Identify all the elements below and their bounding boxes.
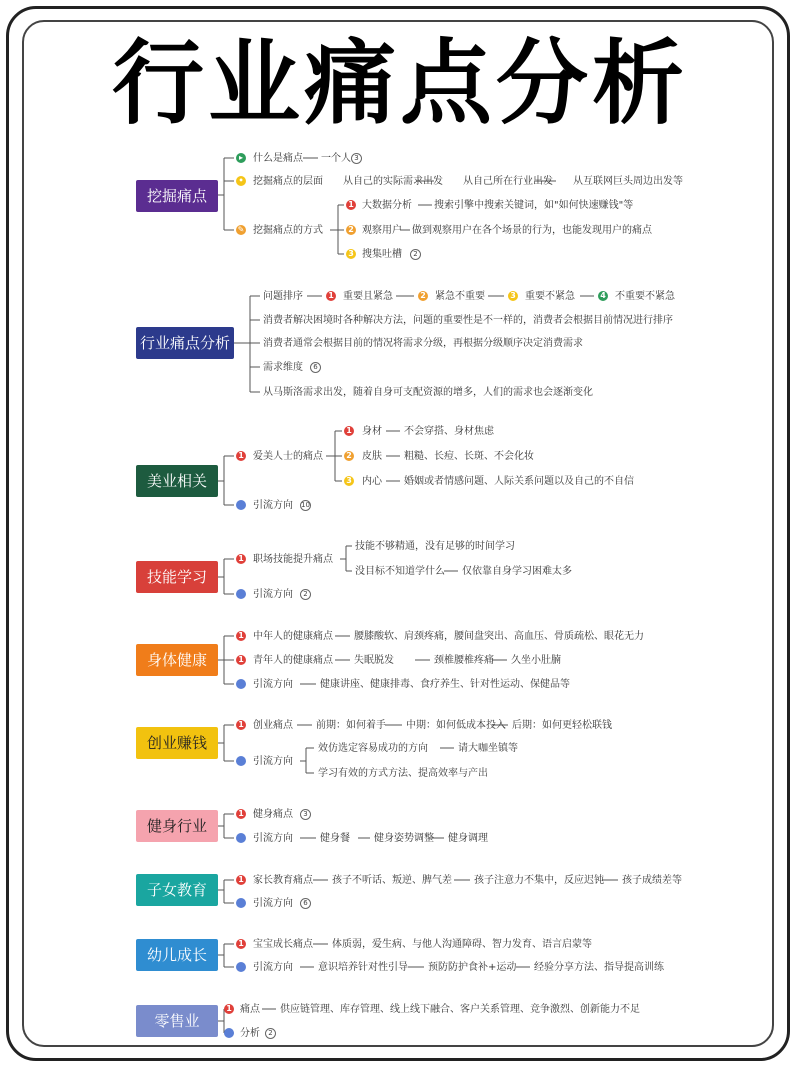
node-text: 颈椎腰椎疼痛 bbox=[434, 655, 494, 666]
node-text: 孩子成绩差等 bbox=[622, 875, 682, 886]
node-text: 创业痛点 bbox=[253, 720, 293, 731]
node-text: 重要不紧急 bbox=[525, 291, 575, 302]
node-text: 引流方向 bbox=[253, 500, 293, 511]
node-text: 痛点 bbox=[240, 1004, 260, 1015]
category-label: 挖掘痛点 bbox=[146, 187, 207, 205]
flag-icon: ▸ bbox=[236, 153, 246, 163]
node-text: 职场技能提升痛点 bbox=[253, 554, 333, 565]
node-text: 重要且紧急 bbox=[343, 291, 393, 302]
category-child-growth bbox=[136, 939, 218, 971]
node-text: 搜索引擎中搜索关键词，如"如何快速赚钱"等 bbox=[434, 200, 634, 211]
count-badge[interactable]: 3 bbox=[300, 809, 311, 820]
node-text: 大数据分析 bbox=[362, 200, 412, 211]
priority-1-icon: 1 bbox=[236, 631, 246, 641]
node-text: 粗糙、长痘、长斑、不会化妆 bbox=[404, 451, 534, 462]
priority-1-icon: 1 bbox=[326, 291, 336, 301]
node-text: 供应链管理、库存管理、线上线下融合、客户关系管理、竞争激烈、创新能力不足 bbox=[280, 1004, 640, 1015]
category-label: 子女教育 bbox=[146, 881, 207, 899]
node-text: 前期：如何着手 bbox=[316, 720, 386, 731]
priority-1-icon: 1 bbox=[236, 809, 246, 819]
priority-1-icon: 1 bbox=[236, 655, 246, 665]
category-label: 身体健康 bbox=[146, 651, 207, 669]
node-text: 宝宝成长痛点 bbox=[253, 939, 313, 950]
node-text: 消费者通常会根据目前的情况将需求分级，再根据分级顺序决定消费需求 bbox=[263, 338, 583, 349]
priority-1-icon: 1 bbox=[236, 720, 246, 730]
priority-2-icon: 2 bbox=[418, 291, 428, 301]
node-text: 孩子注意力不集中，反应迟钝 bbox=[474, 875, 604, 886]
priority-3-icon: 3 bbox=[344, 476, 354, 486]
bullet-icon bbox=[236, 500, 246, 510]
node-text: 一个人 bbox=[321, 153, 351, 164]
node-text: 婚姻或者情感问题、人际关系问题以及自己的不自信 bbox=[404, 476, 634, 487]
count-badge[interactable]: 6 bbox=[300, 898, 311, 909]
node-text: 引流方向 bbox=[253, 898, 293, 909]
node-text: 腰膝酸软、肩颈疼痛，腰间盘突出、高血压、骨质疏松、眼花无力 bbox=[354, 631, 644, 642]
node-text: 仅依靠自身学习困难太多 bbox=[462, 566, 572, 577]
node-text: 中年人的健康痛点 bbox=[253, 631, 333, 642]
node-text: 技能不够精通，没有足够的时间学习 bbox=[355, 541, 515, 552]
node-text: 学习有效的方式方法、提高效率与产出 bbox=[318, 768, 488, 779]
priority-1-icon: 1 bbox=[236, 875, 246, 885]
count-badge[interactable]: 2 bbox=[410, 249, 421, 260]
node-text: 意识培养针对性引导 bbox=[318, 962, 408, 973]
node-text: 爱美人士的痛点 bbox=[253, 451, 323, 462]
category-skill-learning bbox=[136, 561, 218, 593]
node-text: 没目标不知道学什么 bbox=[355, 566, 445, 577]
node-text: 久坐小肚腩 bbox=[511, 655, 561, 666]
category-beauty bbox=[136, 465, 218, 497]
node-text: 从自己所在行业出发 bbox=[463, 176, 553, 187]
category-label: 健身行业 bbox=[146, 817, 207, 835]
count-badge[interactable]: 6 bbox=[310, 362, 321, 373]
node-text: 经验分享方法、指导提高训练 bbox=[534, 962, 664, 973]
priority-1-icon: 1 bbox=[344, 426, 354, 436]
node-text: 健身调理 bbox=[448, 833, 488, 844]
category-dig-pain-points bbox=[136, 180, 218, 212]
node-text: 健身姿势调整 bbox=[374, 833, 434, 844]
priority-2-icon: 2 bbox=[344, 451, 354, 461]
priority-4-icon: 4 bbox=[598, 291, 608, 301]
node-text: 挖掘痛点的方式 bbox=[253, 225, 323, 236]
node-text: 搜集吐槽 bbox=[362, 249, 402, 260]
priority-1-icon: 1 bbox=[236, 451, 246, 461]
node-text: 什么是痛点 bbox=[253, 153, 303, 164]
node-text: 消费者解决困境时各种解决方法，问题的重要性是不一样的，消费者会根据目前情况进行排序 bbox=[263, 315, 673, 326]
node-text: 身材 bbox=[362, 426, 382, 437]
bullet-icon bbox=[236, 833, 246, 843]
node-text: 不会穿搭、身材焦虑 bbox=[404, 426, 494, 437]
category-retail bbox=[136, 1005, 218, 1037]
category-startup bbox=[136, 727, 218, 759]
page-title: 行业痛点分析 bbox=[111, 30, 688, 137]
category-child-education bbox=[136, 874, 218, 906]
node-text: 做到观察用户在各个场景的行为，也能发现用户的痛点 bbox=[412, 225, 652, 236]
node-text: 失眠脱发 bbox=[354, 655, 394, 666]
category-label: 创业赚钱 bbox=[146, 734, 207, 752]
node-text: 预防防护食补+运动 bbox=[428, 962, 517, 973]
node-text: 挖掘痛点的层面 bbox=[253, 176, 323, 187]
bullet-icon bbox=[236, 898, 246, 908]
node-text: 从自己的实际需求出发 bbox=[343, 176, 443, 187]
count-badge[interactable]: 10 bbox=[301, 501, 310, 509]
category-label: 技能学习 bbox=[146, 568, 207, 586]
count-badge[interactable]: 3 bbox=[351, 153, 362, 164]
priority-2-icon: 2 bbox=[346, 225, 356, 235]
count-badge[interactable]: 2 bbox=[265, 1028, 276, 1039]
priority-3-icon: 3 bbox=[346, 249, 356, 259]
node-text: 家长教育痛点 bbox=[253, 875, 313, 886]
node-text: 皮肤 bbox=[362, 451, 382, 462]
node-text: 引流方向 bbox=[253, 962, 293, 973]
node-text: 后期：如何更轻松联钱 bbox=[512, 720, 612, 731]
priority-1-icon: 1 bbox=[236, 554, 246, 564]
node-text: 引流方向 bbox=[253, 589, 293, 600]
node-text: 健康讲座、健康排毒、食疗养生、针对性运动、保健品等 bbox=[320, 679, 570, 690]
node-text: 体质弱，爱生病、与他人沟通障碍、智力发育、语言启蒙等 bbox=[332, 939, 592, 950]
node-text: 青年人的健康痛点 bbox=[253, 655, 333, 666]
category-industry-analysis bbox=[136, 327, 234, 359]
category-fitness bbox=[136, 810, 218, 842]
node-text: 问题排序 bbox=[263, 291, 303, 302]
node-text: 观察用户 bbox=[362, 225, 402, 236]
bulb-icon: • bbox=[236, 176, 246, 186]
category-label: 行业痛点分析 bbox=[139, 334, 230, 352]
category-label: 幼儿成长 bbox=[146, 946, 207, 964]
node-text: 请大咖坐镇等 bbox=[458, 743, 518, 754]
node-text: 孩子不听话、叛逆、脾气差 bbox=[332, 875, 452, 886]
bullet-icon bbox=[236, 679, 246, 689]
node-text: 不重要不紧急 bbox=[615, 291, 675, 302]
node-text: 分析 bbox=[240, 1028, 260, 1039]
bullet-icon bbox=[236, 962, 246, 972]
node-text: 内心 bbox=[362, 476, 382, 487]
node-text: 引流方向 bbox=[253, 833, 293, 844]
node-text: 从互联网巨头周边出发等 bbox=[573, 176, 683, 187]
pencil-icon: ✎ bbox=[237, 225, 245, 234]
category-label: 美业相关 bbox=[146, 472, 207, 490]
node-text: 效仿选定容易成功的方向 bbox=[318, 743, 428, 754]
priority-3-icon: 3 bbox=[508, 291, 518, 301]
priority-1-icon: 1 bbox=[224, 1004, 234, 1014]
node-text: 紧急不重要 bbox=[435, 291, 485, 302]
node-text: 从马斯洛需求出发，随着自身可支配资源的增多，人们的需求也会逐渐变化 bbox=[263, 387, 593, 398]
bullet-icon bbox=[236, 589, 246, 599]
node-text: 健身痛点 bbox=[253, 809, 293, 820]
node-text: 中期：如何低成本投入 bbox=[406, 720, 506, 731]
priority-1-icon: 1 bbox=[346, 200, 356, 210]
bullet-icon bbox=[224, 1028, 234, 1038]
node-text: 需求维度 bbox=[263, 362, 303, 373]
category-health bbox=[136, 644, 218, 676]
count-badge[interactable]: 2 bbox=[300, 589, 311, 600]
node-text: 健身餐 bbox=[320, 833, 350, 844]
node-text: 引流方向 bbox=[253, 679, 293, 690]
node-text: 引流方向 bbox=[253, 756, 293, 767]
category-label: 零售业 bbox=[154, 1012, 200, 1030]
priority-1-icon: 1 bbox=[236, 939, 246, 949]
bullet-icon bbox=[236, 756, 246, 766]
